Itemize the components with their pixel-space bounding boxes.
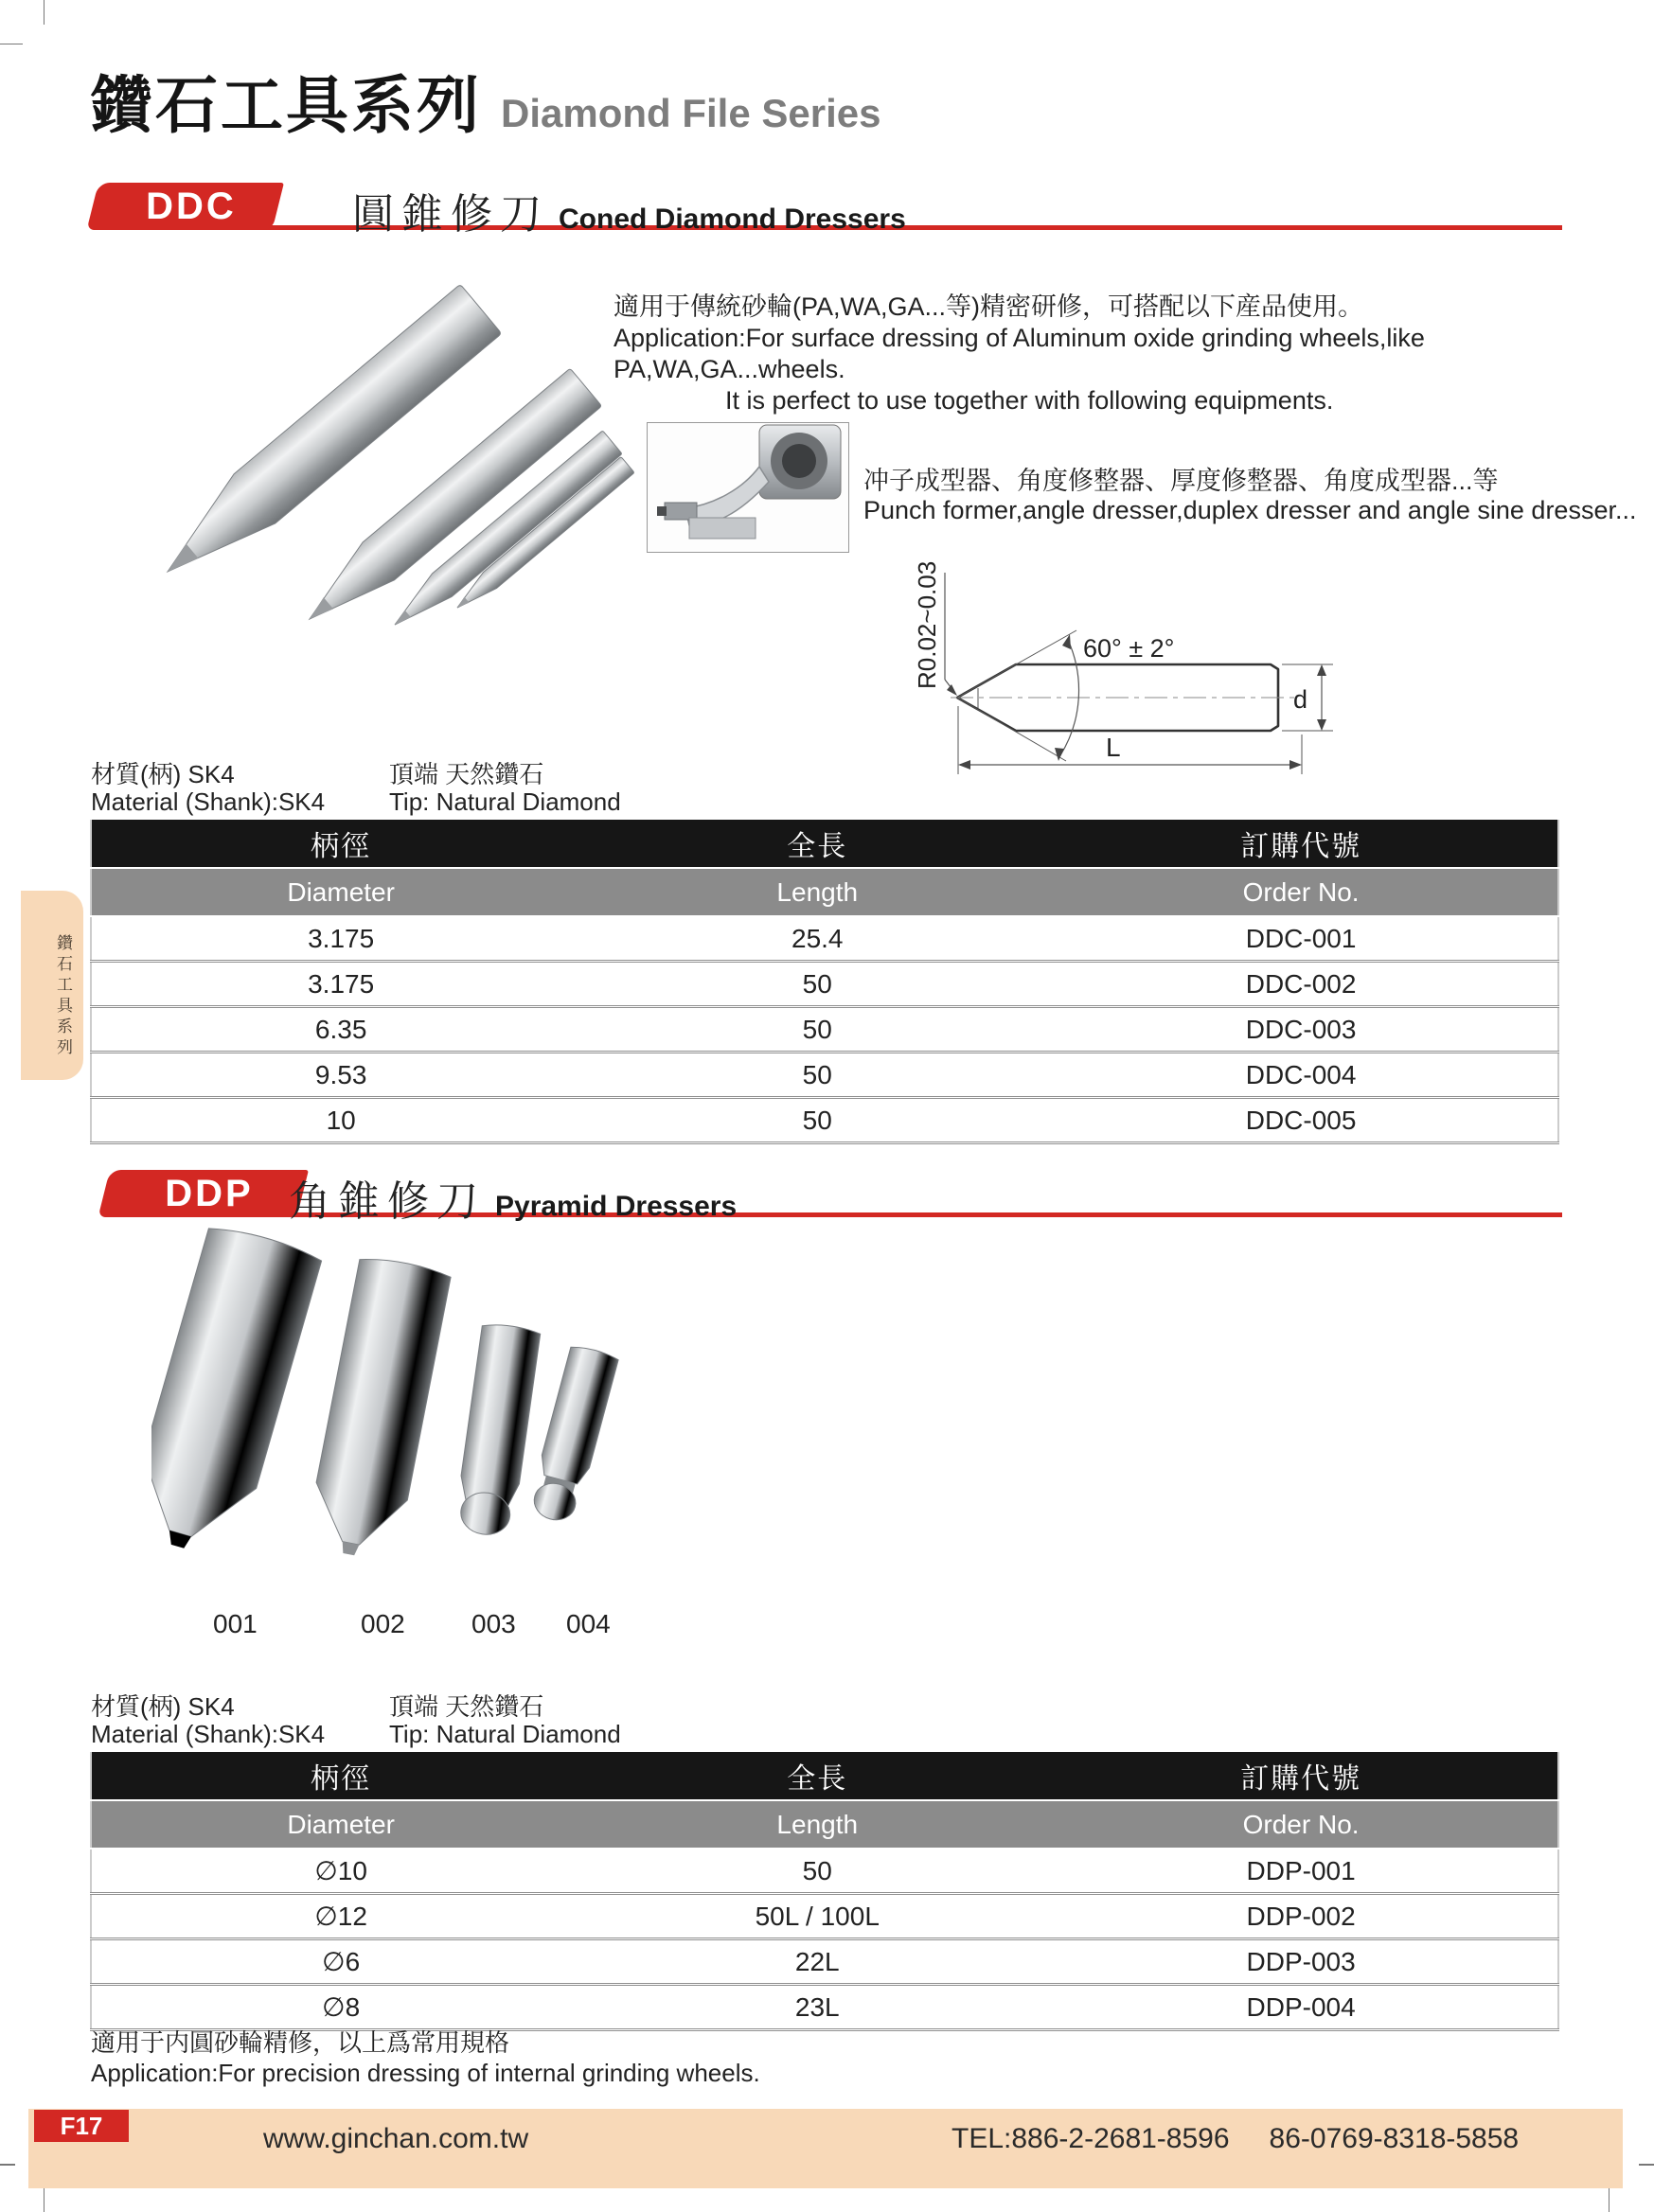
header-length-zh: 全長 <box>590 1752 1044 1800</box>
ddc-dimension-drawing <box>880 549 1354 786</box>
ddc-material-zh: 材質(柄) SK4 <box>91 760 235 788</box>
ddc-section-title <box>352 180 906 240</box>
ddp-product-photo <box>151 1226 691 1604</box>
cell-length: 25.4 <box>590 916 1044 962</box>
sidebar-series-tab <box>21 891 83 1080</box>
cell-length: 50 <box>590 962 1044 1007</box>
ddc-title-zh: 圓錐修刀 <box>352 191 549 238</box>
drawing-angle-label: 60° ± 2° <box>1083 634 1175 663</box>
footer-tel-1: TEL:886-2-2681-8596 <box>951 2123 1230 2154</box>
crop-mark-bottom-left-horizontal <box>0 2164 15 2166</box>
table-row <box>91 1098 1558 1143</box>
cell-length: 50 <box>590 1007 1044 1053</box>
drawing-length-label: L <box>1106 733 1121 762</box>
ddc-title-en: Coned Diamond Dressers <box>559 204 906 235</box>
crop-mark-bottom-right-horizontal <box>1639 2164 1654 2166</box>
ddp-note <box>91 2027 760 2088</box>
ddc-tip-zh: 頂端 天然鑽石 <box>389 760 544 788</box>
cell-diameter: 3.175 <box>91 916 590 962</box>
ddp-note-zh: 適用于内圓砂輪精修，以上爲常用規格 <box>91 2028 510 2057</box>
cell-length: 50L / 100L <box>590 1894 1044 1939</box>
table-row <box>91 962 1558 1007</box>
ddp-product-label-002: 002 <box>361 1609 405 1638</box>
cell-orderno: DDC-002 <box>1044 962 1558 1007</box>
ddp-product-label-003: 003 <box>471 1609 516 1638</box>
page-title-zh: 鑽石工具系列 <box>90 70 482 140</box>
ddp-material-info <box>91 1693 678 1748</box>
cell-length: 22L <box>590 1939 1044 1985</box>
footer-website: www.ginchan.com.tw <box>263 2123 529 2154</box>
equipment-list-zh: 冲子成型器、角度修整器、厚度修整器、角度成型器...等 <box>863 467 1499 495</box>
ddc-tip-en: Tip: Natural Diamond <box>389 787 621 816</box>
cell-orderno: DDP-003 <box>1044 1939 1558 1985</box>
ddp-table-header-zh <box>91 1752 1558 1800</box>
ddc-spec-table <box>90 820 1559 1144</box>
table-row <box>91 1849 1558 1894</box>
ddp-tip-zh: 頂端 天然鑽石 <box>389 1692 544 1721</box>
header-orderno-zh: 訂購代號 <box>1044 820 1558 868</box>
header-diameter-zh: 柄徑 <box>91 820 590 868</box>
ddc-section-badge <box>87 183 284 230</box>
cell-orderno: DDP-004 <box>1044 1985 1558 2030</box>
cell-orderno: DDC-005 <box>1044 1098 1558 1143</box>
cell-diameter: 6.35 <box>91 1007 590 1053</box>
equipment-list-en: Punch former,angle dresser,duplex dresser and angle sine dresser... <box>863 496 1637 524</box>
ddp-material-zh: 材質(柄) SK4 <box>91 1692 235 1721</box>
ddp-material-en: Material (Shank):SK4 <box>91 1720 326 1748</box>
cell-diameter: 10 <box>91 1098 590 1143</box>
table-row <box>91 1939 1558 1985</box>
punch-former-photo <box>647 422 849 553</box>
header-orderno-en: Order No. <box>1044 868 1558 916</box>
ddc-badge-label: DDC <box>146 186 237 227</box>
cell-orderno: DDC-003 <box>1044 1007 1558 1053</box>
ddc-product-photo <box>109 248 639 669</box>
ddp-title-en: Pyramid Dressers <box>495 1191 738 1222</box>
sidebar-series-tab-label: 鑽石工具系列 <box>54 934 72 1059</box>
footer-tel-2: 86-0769-8318-5858 <box>1269 2123 1520 2154</box>
ddc-material-info <box>91 761 678 816</box>
ddc-material-en: Material (Shank):SK4 <box>91 787 326 816</box>
cell-diameter: ∅12 <box>91 1894 590 1939</box>
ddp-tip-en: Tip: Natural Diamond <box>389 1720 621 1748</box>
cell-diameter: ∅6 <box>91 1939 590 1985</box>
cell-diameter: ∅8 <box>91 1985 590 2030</box>
ddc-application-zh: 適用于傳統砂輪(PA,WA,GA...等)精密研修，可搭配以下産品使用。 <box>614 292 1364 321</box>
cell-orderno: DDP-002 <box>1044 1894 1558 1939</box>
ddp-product-label-001: 001 <box>213 1609 258 1638</box>
header-orderno-en: Order No. <box>1044 1800 1558 1849</box>
cell-diameter: ∅10 <box>91 1849 590 1894</box>
cell-diameter: 3.175 <box>91 962 590 1007</box>
crop-mark-bottom-right-vertical <box>1609 2187 1610 2212</box>
cell-length: 50 <box>590 1849 1044 1894</box>
ddp-table-header-en <box>91 1800 1558 1849</box>
table-row <box>91 1007 1558 1053</box>
header-diameter-zh: 柄徑 <box>91 1752 590 1800</box>
cell-length: 23L <box>590 1985 1044 2030</box>
cell-orderno: DDP-001 <box>1044 1849 1558 1894</box>
ddc-application-en1: Application:For surface dressing of Aluminum oxide grinding wheels,like PA,WA,GA...wheels. <box>614 324 1425 383</box>
ddc-table-header-zh <box>91 820 1558 868</box>
header-length-en: Length <box>590 868 1044 916</box>
cell-orderno: DDC-001 <box>1044 916 1558 962</box>
ddp-note-en: Application:For precision dressing of internal grinding wheels. <box>91 2059 760 2087</box>
footer-telephone <box>951 2123 1519 2155</box>
page-title-en: Diamond File Series <box>501 91 881 135</box>
ddc-application-en2: It is perfect to use together with following equipments. <box>725 386 1334 415</box>
table-row <box>91 916 1558 962</box>
header-diameter-en: Diameter <box>91 1800 590 1849</box>
header-orderno-zh: 訂購代號 <box>1044 1752 1558 1800</box>
cell-orderno: DDC-004 <box>1044 1053 1558 1098</box>
table-row <box>91 1894 1558 1939</box>
header-length-en: Length <box>590 1800 1044 1849</box>
ddp-section-title <box>289 1167 737 1228</box>
ddp-section-badge <box>98 1170 309 1217</box>
table-row <box>91 1985 1558 2030</box>
drawing-diameter-label: d <box>1293 685 1308 714</box>
cell-length: 50 <box>590 1053 1044 1098</box>
ddp-title-zh: 角錐修刀 <box>289 1178 486 1225</box>
ddp-spec-table <box>90 1752 1559 2031</box>
ddc-application-text <box>614 292 1560 416</box>
page-title <box>90 55 880 145</box>
table-row <box>91 1053 1558 1098</box>
header-diameter-en: Diameter <box>91 868 590 916</box>
cell-diameter: 9.53 <box>91 1053 590 1098</box>
ddp-badge-label: DDP <box>165 1173 254 1214</box>
ddp-product-label-004: 004 <box>566 1609 611 1638</box>
header-length-zh: 全長 <box>590 820 1044 868</box>
ddc-table-header-en <box>91 868 1558 916</box>
drawing-radius-label: R0.02~0.03 <box>913 560 941 689</box>
footer-page-number: F17 <box>34 2110 129 2142</box>
cell-length: 50 <box>590 1098 1044 1143</box>
